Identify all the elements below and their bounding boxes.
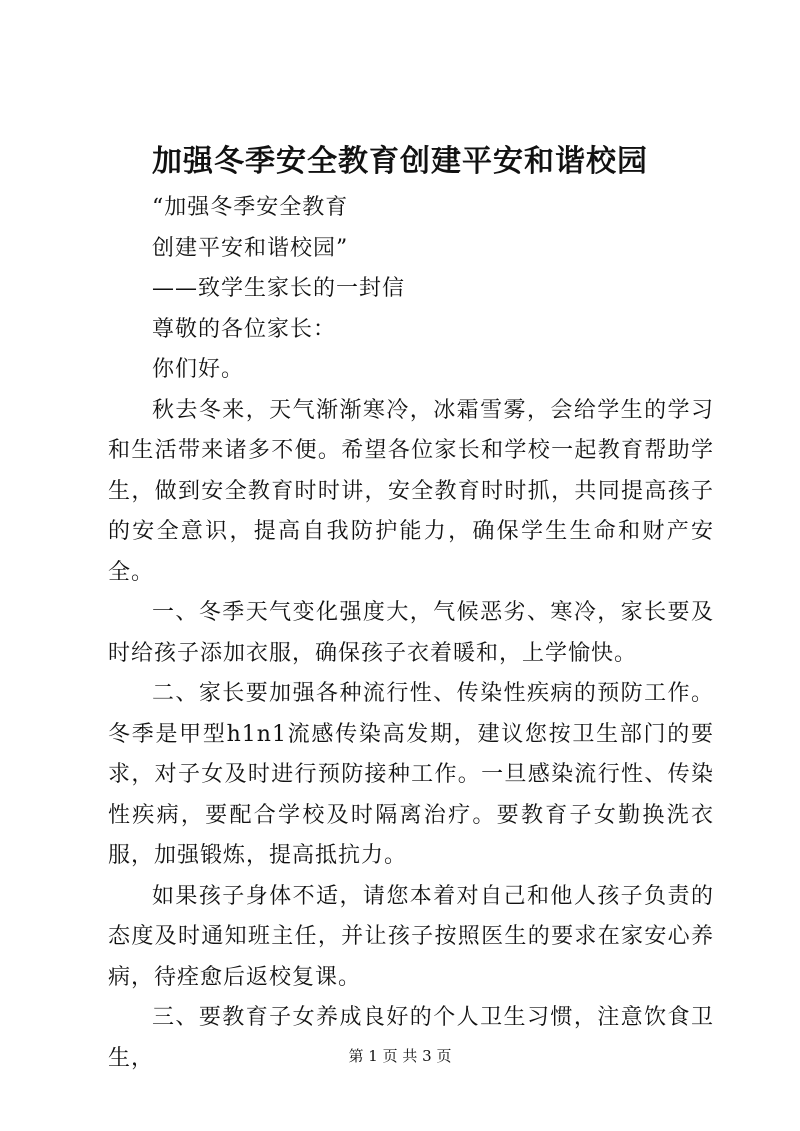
paragraph-7: 一、冬季天气变化强度大，气候恶劣、寒冷，家长要及时给孩子添加衣服，确保孩子衣着暖和，上学愉快。: [108, 600, 714, 666]
paragraph-8: 二、家长要加强各种流行性、传染性疾病的预防工作。冬季是甲型h1n1流感传染高发期，建议您按卫生部门的要求，对子女及时进行预防接种工作。一旦感染流行性、传染性疾病，要配合学校及时隔离治疗。要教育子女勤换洗衣服，加强锻炼，提高抵抗力。: [108, 681, 714, 868]
paragraph-6: 秋去冬来，天气渐渐寒冷，冰霜雪雾，会给学生的学习和生活带来诸多不便。希望各位家长和学校一起教育帮助学生，做到安全教育时时讲，安全教育时时抓，共同提高孩子的安全意识，提高自我防护能力，确保学生生命和财产安全。: [108, 397, 714, 585]
paragraph-10: 三、要教育子女养成良好的个人卫生习惯，注意饮食卫生，: [108, 1005, 714, 1071]
paragraph-5: 你们好。: [152, 357, 245, 382]
paragraph-9: 如果孩子身体不适，请您本着对自己和他人孩子负责的态度及时通知班主任，并让孩子按照医生的要求在家安心养病，待痊愈后返校复课。: [108, 883, 714, 990]
document-body: [108, 188, 714, 1079]
paragraph-4: 尊敬的各位家长：: [152, 316, 337, 342]
paragraph-1: “加强冬季安全教育: [152, 195, 349, 220]
document-title: 加强冬季安全教育创建平安和谐校园: [152, 144, 648, 179]
page-footer: 第 1 页 共 3 页: [348, 1047, 452, 1065]
paragraph-3: ——致学生家长的一封信: [152, 276, 406, 301]
paragraph-2: 创建平安和谐校园”: [152, 235, 349, 261]
